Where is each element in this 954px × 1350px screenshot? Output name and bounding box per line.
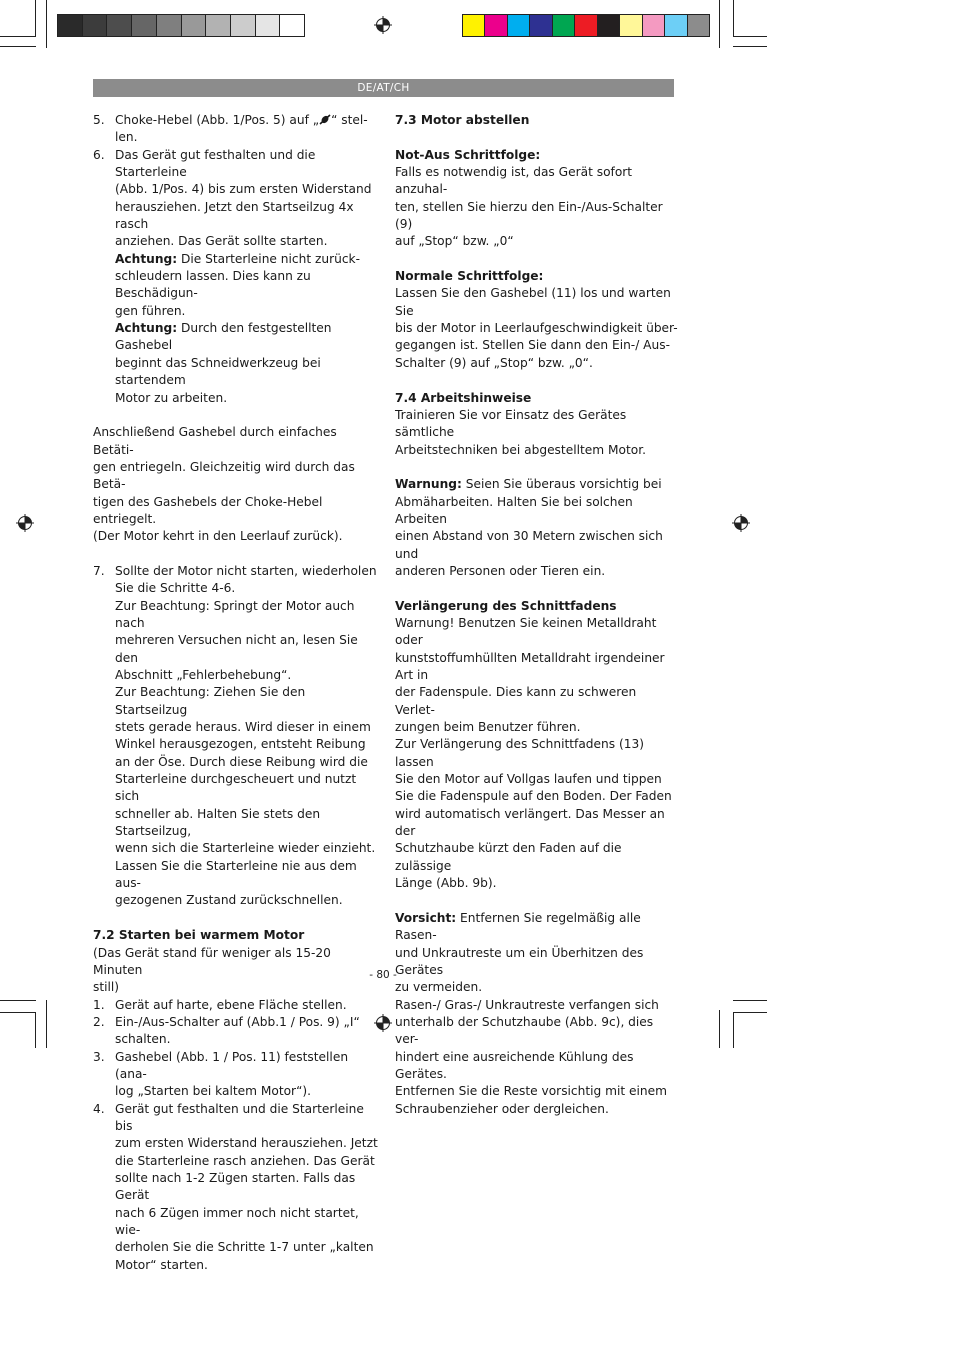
crop-mark xyxy=(719,0,720,48)
caution-text: Entfernen Sie regelmäßig alle Rasen- xyxy=(395,910,641,943)
paragraph-line: Schalter (9) auf „Stop“ bzw. „0“. xyxy=(395,355,593,370)
crop-mark xyxy=(0,46,36,47)
subheading: Not-Aus Schrittfolge: xyxy=(395,147,541,162)
warning-label: Achtung: xyxy=(115,321,178,336)
crop-mark xyxy=(733,1000,767,1001)
paragraph-line: auf „Stop“ bzw. „0“ xyxy=(395,234,514,249)
item-line: Gerät gut festhalten und die Starterleine bis xyxy=(115,1101,364,1133)
color-swatch xyxy=(620,15,642,36)
region-label: DE/AT/CH xyxy=(357,82,410,94)
list-item xyxy=(93,147,378,407)
paragraph-line: gegangen ist. Stellen Sie dann den Ein-/ Aus- xyxy=(395,338,670,353)
paragraph-line: Zur Verlängerung des Schnittfadens (13) lassen xyxy=(395,737,644,769)
item-line: Motor zu arbeiten. xyxy=(115,390,228,405)
item-text: “ stel- xyxy=(331,113,368,127)
paragraph-line: zu vermeiden. xyxy=(395,980,483,995)
item-line: derholen Sie die Schritte 1-7 unter „kalten xyxy=(115,1240,374,1255)
paragraph-line: (Das Gerät stand für weniger als 15-20 Minuten xyxy=(93,945,331,977)
color-swatch xyxy=(530,15,552,36)
color-swatch xyxy=(508,15,530,36)
paragraph-line: bis der Motor in Leerlaufgeschwindigkeit über- xyxy=(395,321,678,336)
crop-mark xyxy=(733,46,767,47)
color-swatch xyxy=(688,15,709,36)
list-number: 3. xyxy=(93,1049,105,1064)
paragraph-line: (Der Motor kehrt in den Leerlauf zurück). xyxy=(93,529,343,544)
subheading: Normale Schrittfolge: xyxy=(395,269,544,284)
paragraph-line: ten, stellen Sie hierzu den Ein-/Aus-Schalter (9) xyxy=(395,199,663,232)
registration-mark-icon xyxy=(16,514,34,532)
item-line: Ein-/Aus-Schalter auf (Abb.1 / Pos. 9) „I“ xyxy=(115,1014,360,1029)
item-line: schneller ab. Halten Sie stets den Startseilzug, xyxy=(115,806,321,839)
crop-mark xyxy=(0,36,36,37)
crop-mark xyxy=(35,1012,36,1048)
item-text: Choke-Hebel (Abb. 1/Pos. 5) auf „ xyxy=(115,113,320,127)
item-line: herausziehen. Jetzt den Startseilzug 4x rasch xyxy=(115,199,354,232)
item-line: Motor“ starten. xyxy=(115,1257,208,1272)
gray-swatch xyxy=(107,15,132,36)
item-line: Abschnitt „Fehlerbehebung“. xyxy=(115,668,292,682)
subheading: Verlängerung des Schnittfadens xyxy=(395,598,617,613)
color-swatch xyxy=(665,15,687,36)
item-line: schleudern lassen. Dies kann zu Beschädigun- xyxy=(115,269,311,301)
item-line: Zur Beachtung: Springt der Motor auch nach xyxy=(115,598,355,630)
color-swatch xyxy=(463,15,485,36)
color-swatch xyxy=(553,15,575,36)
paragraph-line: Warnung! Benutzen Sie keinen Metalldraht oder xyxy=(395,615,657,648)
paragraph-line: kunststoffumhüllten Metalldraht irgendeiner Art in xyxy=(395,650,665,682)
crop-mark xyxy=(733,1012,734,1048)
registration-mark-icon xyxy=(374,16,392,34)
list-number: 5. xyxy=(93,113,105,127)
list-number: 4. xyxy=(93,1101,105,1116)
crop-mark xyxy=(46,1000,47,1048)
paragraph-line: Lassen Sie den Gashebel (11) los und warten Sie xyxy=(395,286,671,318)
item-line: Starterleine durchgescheuert und nutzt sich xyxy=(115,772,357,804)
gray-swatch xyxy=(182,15,207,36)
item-line: mehreren Versuchen nicht an, lesen Sie den xyxy=(115,633,358,665)
item-line: Zur Beachtung: Ziehen Sie den Startseilzug xyxy=(115,685,306,717)
crop-mark xyxy=(0,1000,36,1001)
paragraph-line: tigen des Gashebels der Choke-Hebel entriegelt. xyxy=(93,494,323,526)
section-heading: 7.4 Arbeitshinweise xyxy=(395,390,532,405)
paragraph-line: Sie die Fadenspule auf den Boden. Der Faden xyxy=(395,789,672,804)
item-line: Gashebel (Abb. 1 / Pos. 11) feststellen (ana- xyxy=(115,1049,349,1081)
item-text: len. xyxy=(115,130,138,145)
color-swatch xyxy=(598,15,620,36)
left-column xyxy=(93,112,378,1274)
gray-color-bar xyxy=(57,14,305,37)
list-number: 1. xyxy=(93,997,105,1012)
crop-mark xyxy=(733,0,734,36)
item-line: an der Öse. Durch diese Reibung wird die xyxy=(115,754,368,769)
gray-swatch xyxy=(206,15,231,36)
paragraph-line: Entfernen Sie die Reste vorsichtig mit einem xyxy=(395,1084,668,1099)
item-line: wenn sich die Starterleine wieder einzieht. xyxy=(115,841,376,856)
gray-swatch xyxy=(132,15,157,36)
paragraph-line: zungen beim Benutzer führen. xyxy=(395,720,581,735)
caution-label: Vorsicht: xyxy=(395,910,457,925)
paragraph-line: der Fadenspule. Dies kann zu schweren Verlet- xyxy=(395,685,637,717)
item-line: Lassen Sie die Starterleine nie aus dem aus- xyxy=(115,858,357,891)
crop-mark xyxy=(0,1012,36,1013)
item-line: stets gerade heraus. Wird dieser in einem xyxy=(115,720,371,735)
paragraph-line: Abmäharbeiten. Halten Sie bei solchen Arbeiten xyxy=(395,494,633,526)
registration-mark-icon xyxy=(732,514,750,532)
paragraph-line: Schraubenzieher oder dergleichen. xyxy=(395,1101,609,1116)
color-swatch xyxy=(485,15,507,36)
item-line: anziehen. Das Gerät sollte starten. xyxy=(115,234,328,249)
gray-swatch xyxy=(231,15,256,36)
item-line: Winkel herausgezogen, entsteht Reibung xyxy=(115,737,366,752)
item-line: zum ersten Widerstand herausziehen. Jetzt xyxy=(115,1136,378,1151)
paragraph-line: und Unkrautreste um ein Überhitzen des Gerätes xyxy=(395,945,644,977)
list-number: 6. xyxy=(93,147,105,162)
list-item xyxy=(93,563,378,910)
item-line: nach 6 Zügen immer noch nicht startet, wie- xyxy=(115,1205,359,1237)
crop-mark xyxy=(733,36,767,37)
gray-swatch xyxy=(280,15,304,36)
paragraph-line: Sie den Motor auf Vollgas laufen und tippen xyxy=(395,772,662,787)
crop-mark xyxy=(35,0,36,36)
paragraph-line: Anschließend Gashebel durch einfaches Betäti- xyxy=(93,425,337,457)
paragraph-line: einen Abstand von 30 Metern zwischen sich und xyxy=(395,529,663,561)
list-item xyxy=(93,112,378,147)
choke-symbol-icon xyxy=(319,114,331,125)
color-swatch xyxy=(575,15,597,36)
paragraph-line: hindert eine ausreichende Kühlung des Gerätes. xyxy=(395,1049,634,1081)
warning-text: Seien Sie überaus vorsichtig bei xyxy=(461,477,662,492)
warning-text: Die Starterleine nicht zurück- xyxy=(177,251,360,266)
paragraph-line: anderen Personen oder Tieren ein. xyxy=(395,563,606,578)
list-item xyxy=(93,1101,378,1274)
list-item xyxy=(93,1049,378,1101)
section-heading: 7.2 Starten bei warmem Motor xyxy=(93,928,305,943)
item-line: sollte nach 1-2 Zügen starten. Falls das Gerät xyxy=(115,1170,356,1203)
item-line: Das Gerät gut festhalten und die Starterleine xyxy=(115,147,316,180)
item-line: gezogenen Zustand zurückschnellen. xyxy=(115,893,343,908)
gray-swatch xyxy=(83,15,108,36)
language-header-band xyxy=(93,79,674,97)
paragraph-line: Trainieren Sie vor Einsatz des Gerätes sämtliche xyxy=(395,407,627,440)
item-line: schalten. xyxy=(115,1032,171,1047)
gray-swatch xyxy=(256,15,281,36)
paragraph-line: gen entriegeln. Gleichzeitig wird durch das Betä- xyxy=(93,459,355,492)
crop-mark xyxy=(46,0,47,48)
paragraph-line: Arbeitstechniken bei abgestelltem Motor. xyxy=(395,442,646,457)
item-line: beginnt das Schneidwerkzeug bei startendem xyxy=(115,355,321,388)
item-line: Sie die Schritte 4-6. xyxy=(115,581,236,596)
paragraph-line: Schutzhaube kürzt den Faden auf die zulässige xyxy=(395,841,622,873)
warning-label: Warnung: xyxy=(395,477,462,492)
paragraph-line: Falls es notwendig ist, das Gerät sofort anzuhal- xyxy=(395,165,633,197)
list-item xyxy=(93,997,378,1014)
paragraph-line: still) xyxy=(93,980,120,995)
warning-label: Achtung: xyxy=(115,251,178,266)
gray-swatch xyxy=(58,15,83,36)
item-line: log „Starten bei kaltem Motor“). xyxy=(115,1084,312,1099)
color-swatch xyxy=(643,15,665,36)
gray-swatch xyxy=(157,15,182,36)
item-line: gen führen. xyxy=(115,303,186,318)
process-color-bar xyxy=(462,14,710,37)
paragraph-line: Rasen-/ Gras-/ Unkrautreste verfangen sich xyxy=(395,997,659,1012)
item-line: Sollte der Motor nicht starten, wiederholen xyxy=(115,563,377,578)
right-column xyxy=(395,112,680,1118)
crop-mark xyxy=(719,1010,720,1048)
warning-text: Durch den festgestellten Gashebel xyxy=(115,321,332,353)
item-line: Gerät auf harte, ebene Fläche stellen. xyxy=(115,997,347,1012)
list-number: 2. xyxy=(93,1014,105,1029)
item-line: (Abb. 1/Pos. 4) bis zum ersten Widerstand xyxy=(115,182,372,197)
paragraph-line: unterhalb der Schutzhaube (Abb. 9c), dies ver- xyxy=(395,1014,654,1047)
crop-mark xyxy=(733,1012,767,1013)
section-heading: 7.3 Motor abstellen xyxy=(395,113,530,127)
item-line: die Starterleine rasch anziehen. Das Gerät xyxy=(115,1153,375,1168)
list-number: 7. xyxy=(93,563,105,578)
paragraph-line: Länge (Abb. 9b). xyxy=(395,876,497,891)
page-number: - 80 - xyxy=(369,969,397,981)
paragraph-line: wird automatisch verlängert. Das Messer an der xyxy=(395,806,665,839)
list-item xyxy=(93,1014,378,1049)
